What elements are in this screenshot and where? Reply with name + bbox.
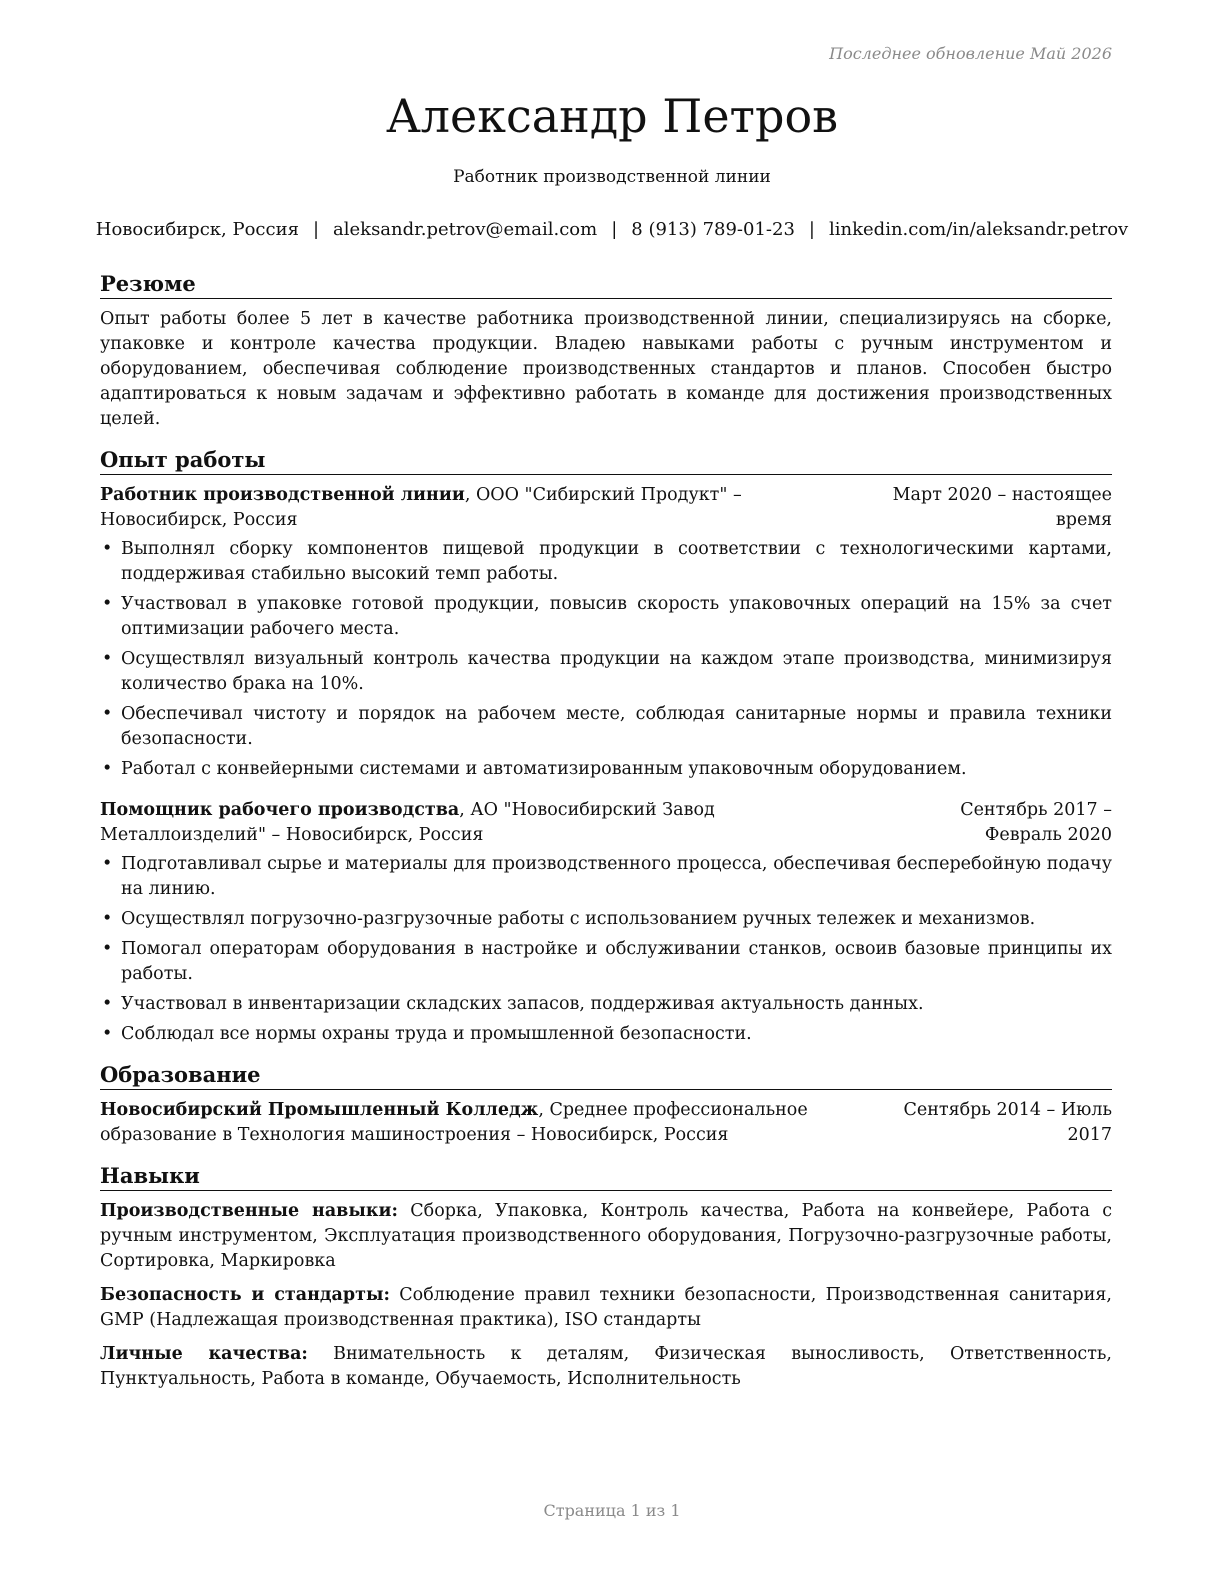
job-header	[100, 798, 1112, 848]
job-dates: Март 2020 – настоящее время	[892, 485, 1112, 530]
job-achievements	[100, 852, 1112, 1047]
job-entry	[100, 483, 1112, 782]
skills-section	[100, 1162, 1112, 1392]
separator: |	[312, 219, 320, 240]
education-entry	[100, 1098, 1112, 1148]
summary-section	[100, 270, 1112, 432]
page-number: Страница 1 из 1	[543, 1501, 681, 1520]
last-updated: Последнее обновление Май 2026	[829, 44, 1112, 63]
contact-email[interactable]: aleksandr.petrov@email.com	[333, 219, 598, 240]
education-section	[100, 1061, 1112, 1148]
list-item: • Работал с конвейерными системами и автоматизированным упаковочным оборудованием.	[100, 757, 1112, 782]
skill-group-label: Производственные навыки:	[100, 1201, 398, 1221]
job-info	[100, 483, 860, 533]
list-item: • Участвовал в упаковке готовой продукции, повысив скорость упаковочных операций на 15% за счет оптимизации рабочего места.	[100, 592, 1112, 642]
experience-section	[100, 446, 1112, 1047]
section-heading-skills: Навыки	[100, 1162, 1112, 1191]
summary-text: Опыт работы более 5 лет в качестве работника производственной линии, специализируясь на сборке, упаковке и контроле качества продукции. Владею навыками работы с ручным инструментом и оборудованием, обеспечивая соблюдение производственных стандартов и планов. Способен быстро адаптироваться к новым задачам и эффективно работать в команде для достижения производственных целей.	[100, 309, 1112, 429]
skill-group-label: Безопасность и стандарты:	[100, 1285, 390, 1305]
separator: |	[611, 219, 618, 240]
education-institution: Новосибирский Промышленный Колледж	[100, 1100, 539, 1120]
skill-group-label: Личные качества:	[100, 1344, 308, 1364]
list-item: • Помогал операторам оборудования в настройке и обслуживании станков, освоив базовые принципы их работы.	[100, 937, 1112, 987]
education-info	[100, 1098, 860, 1148]
skill-group-text: Сборка, Упаковка, Контроль качества, Работа на конвейере, Работа с ручным инструментом, Эксплуатация производственного оборудования, Погрузочно-разгрузочные работы, Сортировка, Маркировка	[100, 1201, 1113, 1271]
job-entry	[100, 798, 1112, 1047]
list-item: • Обеспечивал чистоту и порядок на рабочем месте, соблюдая санитарные нормы и правила техники безопасности.	[100, 702, 1112, 752]
skill-group-text: Соблюдение правил техники безопасности, Производственная санитария, GMP (Надлежащая производственная практика), ISO стандарты	[100, 1285, 1112, 1330]
section-heading-education: Образование	[100, 1061, 1112, 1090]
resume-content	[100, 270, 1112, 1406]
job-position: Работник производственной линии	[100, 485, 465, 505]
job-position: Помощник рабочего производства	[100, 800, 460, 820]
job-company: , ООО "Сибирский Продукт" – Новосибирск, Россия	[100, 485, 742, 530]
job-achievements	[100, 537, 1112, 782]
section-heading-summary: Резюме	[100, 270, 1112, 299]
contact-phone[interactable]: 8 (913) 789-01-23	[631, 219, 795, 240]
job-header	[100, 483, 1112, 533]
education-details: , Среднее профессиональное образование в Технология машиностроения – Новосибирск, Россия	[100, 1100, 808, 1145]
job-company: , АО "Новосибирский Завод Металлоизделий" – Новосибирск, Россия	[100, 800, 715, 845]
skill-group-text: Внимательность к деталям, Физическая выносливость, Ответственность, Пунктуальность, Работа в команде, Обучаемость, Исполнительность	[100, 1344, 1112, 1389]
list-item: • Соблюдал все нормы охраны труда и промышленной безопасности.	[100, 1022, 1112, 1047]
list-item: • Участвовал в инвентаризации складских запасов, поддерживая актуальность данных.	[100, 992, 1112, 1017]
list-item: • Осуществлял визуальный контроль качества продукции на каждом этапе производства, минимизируя количество брака на 10%.	[100, 647, 1112, 697]
skill-group	[100, 1283, 1112, 1333]
skill-group	[100, 1342, 1112, 1392]
skill-group	[100, 1199, 1112, 1274]
list-item: • Осуществлял погрузочно-разгрузочные работы с использованием ручных тележек и механизмов.	[100, 907, 1112, 932]
candidate-name: Александр Петров	[385, 89, 839, 143]
job-title: Работник производственной линии	[453, 167, 771, 187]
job-dates: Сентябрь 2017 – Февраль 2020	[960, 800, 1112, 845]
list-item: • Подготавливал сырье и материалы для производственного процесса, обеспечивая бесперебойную подачу на линию.	[100, 852, 1112, 902]
education-dates: Сентябрь 2014 – Июль 2017	[903, 1100, 1112, 1145]
contact-line	[0, 219, 1224, 240]
separator: |	[808, 219, 815, 240]
section-heading-experience: Опыт работы	[100, 446, 1112, 475]
contact-location: Новосибирск, Россия	[95, 219, 299, 240]
contact-linkedin[interactable]: linkedin.com/in/aleksandr.petrov	[829, 219, 1129, 240]
list-item: • Выполнял сборку компонентов пищевой продукции в соответствии с технологическими картами, поддерживая стабильно высокий темп работы.	[100, 537, 1112, 587]
job-info	[100, 798, 860, 848]
